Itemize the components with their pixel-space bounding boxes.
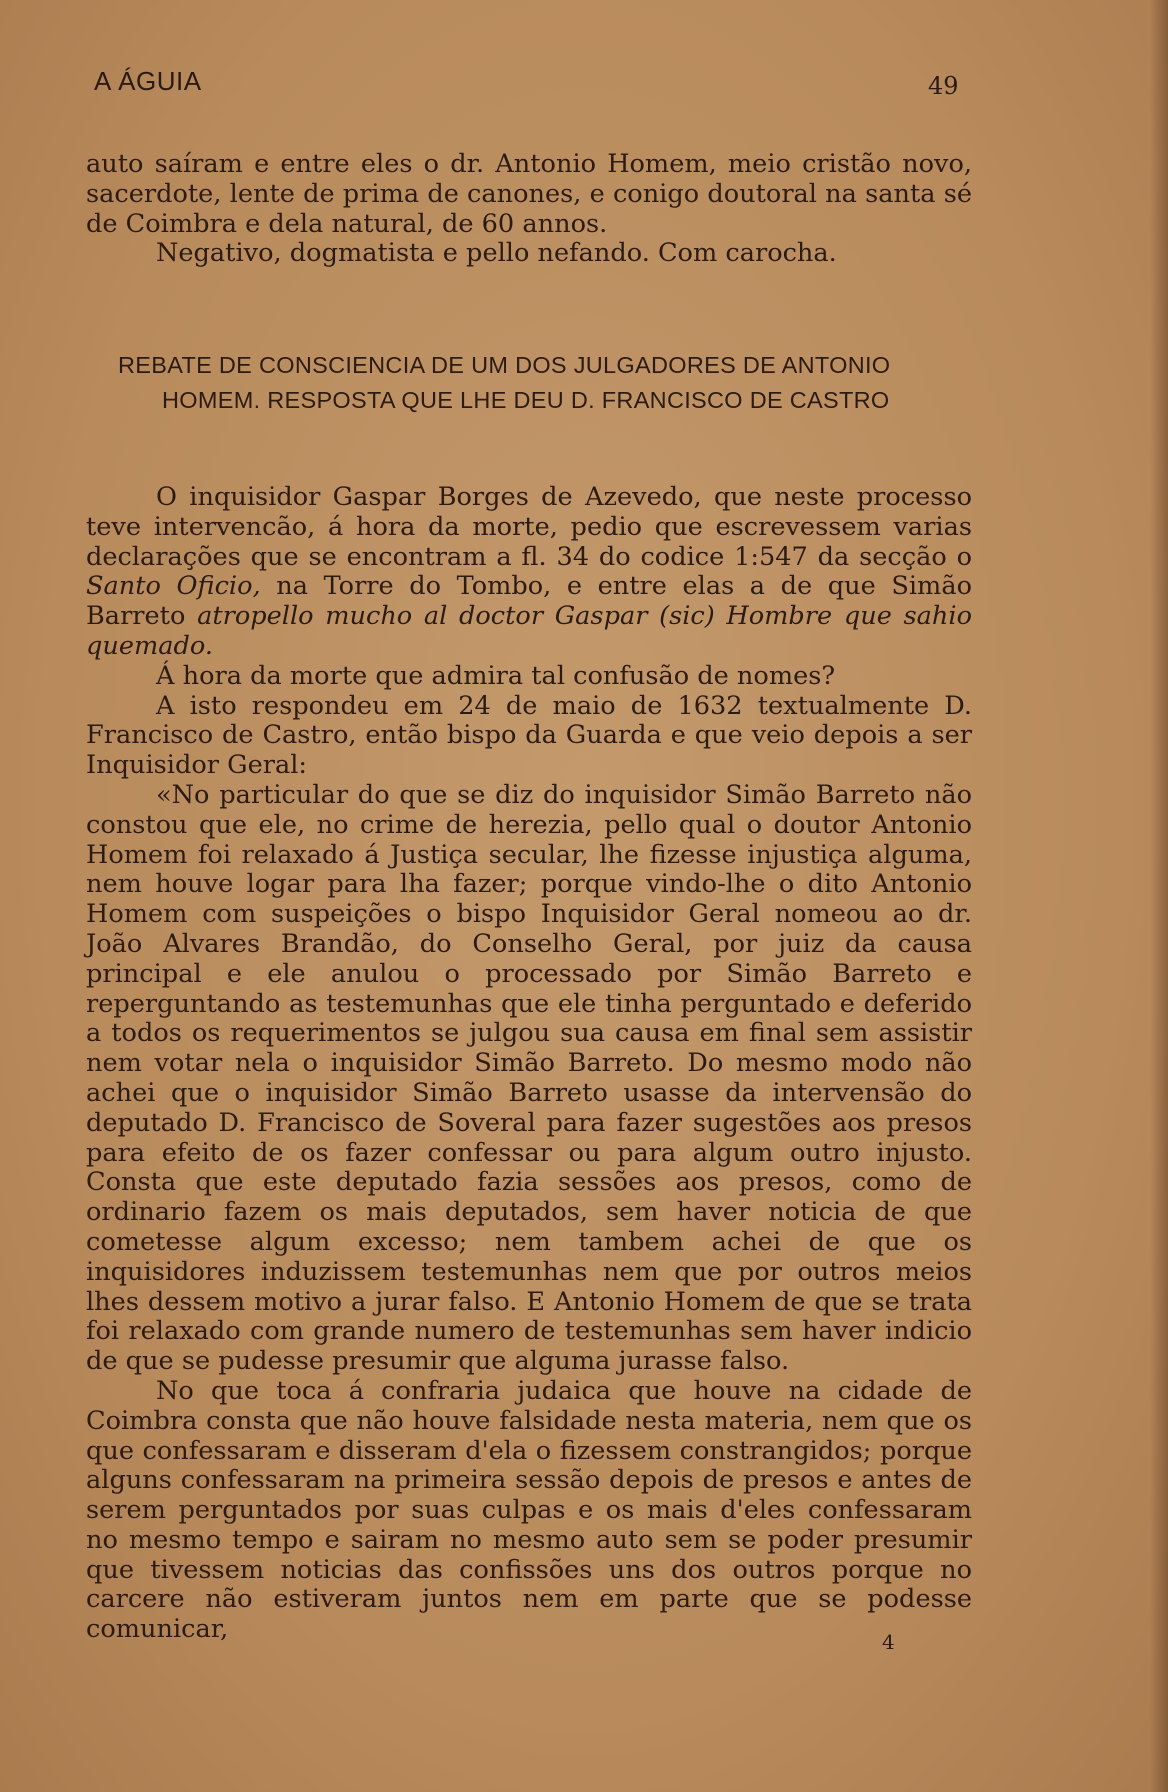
intro-paragraph-1: auto saíram e entre eles o dr. Antonio Homem, meio cristão novo, sacerdote, lente de prima de canones, e conigo doutoral na santa sé de Coimbra e dela natural, de 60 annos. <box>86 149 972 239</box>
body-paragraph-4: «No particular do que se diz do inquisidor Simão Barreto não constou que ele, no crime de herezia, pello qual o doutor Antonio Homem foi relaxado á Justiça secular, lhe fizesse injustiça alguma, nem houve logar para lha fazer; porque vindo-lhe o dito Antonio Homem com suspeições o bispo Inquisidor Geral nomeou ao dr. João Alvares Brandão, do Conselho Geral, por juiz da causa principal e ele anulou o processado por Simão Barreto e reperguntando as testemunhas que ele tinha perguntado e deferido a todos os requerimentos se julgou sua causa em final sem assistir nem votar nela o inquisidor Simão Barreto. Do mesmo modo não achei que o inquisidor Simão Barreto usasse da intervensão do deputado D. Francisco de Soveral para fazer sugestões aos presos para efeito de os fazer confessar ou para algum outro injusto. Consta que este deputado fazia sessões aos presos, como de ordinario fazem os mais deputados, sem haver noticia de que cometesse algum excesso; nem tambem achei de que os inquisidores induzissem testemunhas nem que por outros meios lhes dessem motivo a jurar falso. E Antonio Homem de que se trata foi relaxado com grande numero de testemunhas sem haver indicio de que se pudesse presumir que alguma jurasse falso. <box>86 779 972 1377</box>
body-p1-italic-2: atropello mucho al doctor Gaspar (sic) Hombre que sahio quemado. <box>86 601 972 661</box>
page-number: 49 <box>928 72 959 100</box>
section-heading <box>118 348 978 418</box>
intro-text <box>86 150 972 269</box>
body-text <box>86 483 972 1645</box>
intro-paragraph-2: Negativo, dogmatista e pello nefando. Com carocha. <box>156 238 837 269</box>
body-paragraph-3: A isto respondeu em 24 de maio de 1632 textualmente D. Francisco de Castro, então bispo da Guarda e que veio depois a ser Inquisidor Geral: <box>86 690 972 781</box>
section-heading-line-1: REBATE DE CONSCIENCIA DE UM DOS JULGADORES DE ANTONIO <box>118 352 891 378</box>
running-title: A ÁGUIA <box>94 66 202 96</box>
body-paragraph-1 <box>86 483 972 662</box>
body-p1-italic-1: Santo Oficio, <box>86 571 261 602</box>
section-heading-line-2: HOMEM. RESPOSTA QUE LHE DEU D. FRANCISCO DE CASTRO <box>162 387 890 413</box>
signature-mark: 4 <box>882 1630 895 1654</box>
body-paragraph-5: No que toca á confraria judaica que houve na cidade de Coimbra consta que não houve falsidade nesta materia, nem que os que confessaram e disseram d'ela o fizessem constrangidos; porque alguns confessaram na primeira sessão depois de presos e antes de serem perguntados por suas culpas e os mais d'eles confessaram no mesmo tempo e sairam no mesmo auto sem se poder presumir que tivessem noticias das confissões uns dos outros porque no carcere não estiveram juntos nem em parte que se podesse comunicar, <box>86 1375 972 1645</box>
body-p1-text-2: na Torre do Tombo, e entre elas a de que Simão Barreto <box>86 571 972 632</box>
body-paragraph-2: Á hora da morte que admira tal confusão de nomes? <box>156 660 836 691</box>
body-p1-text: O inquisidor Gaspar Borges de Azevedo, que neste processo teve intervencão, á hora da morte, pedio que escrevessem varias declarações que se encontram a fl. 34 do codice 1:547 da secção o <box>86 482 972 572</box>
